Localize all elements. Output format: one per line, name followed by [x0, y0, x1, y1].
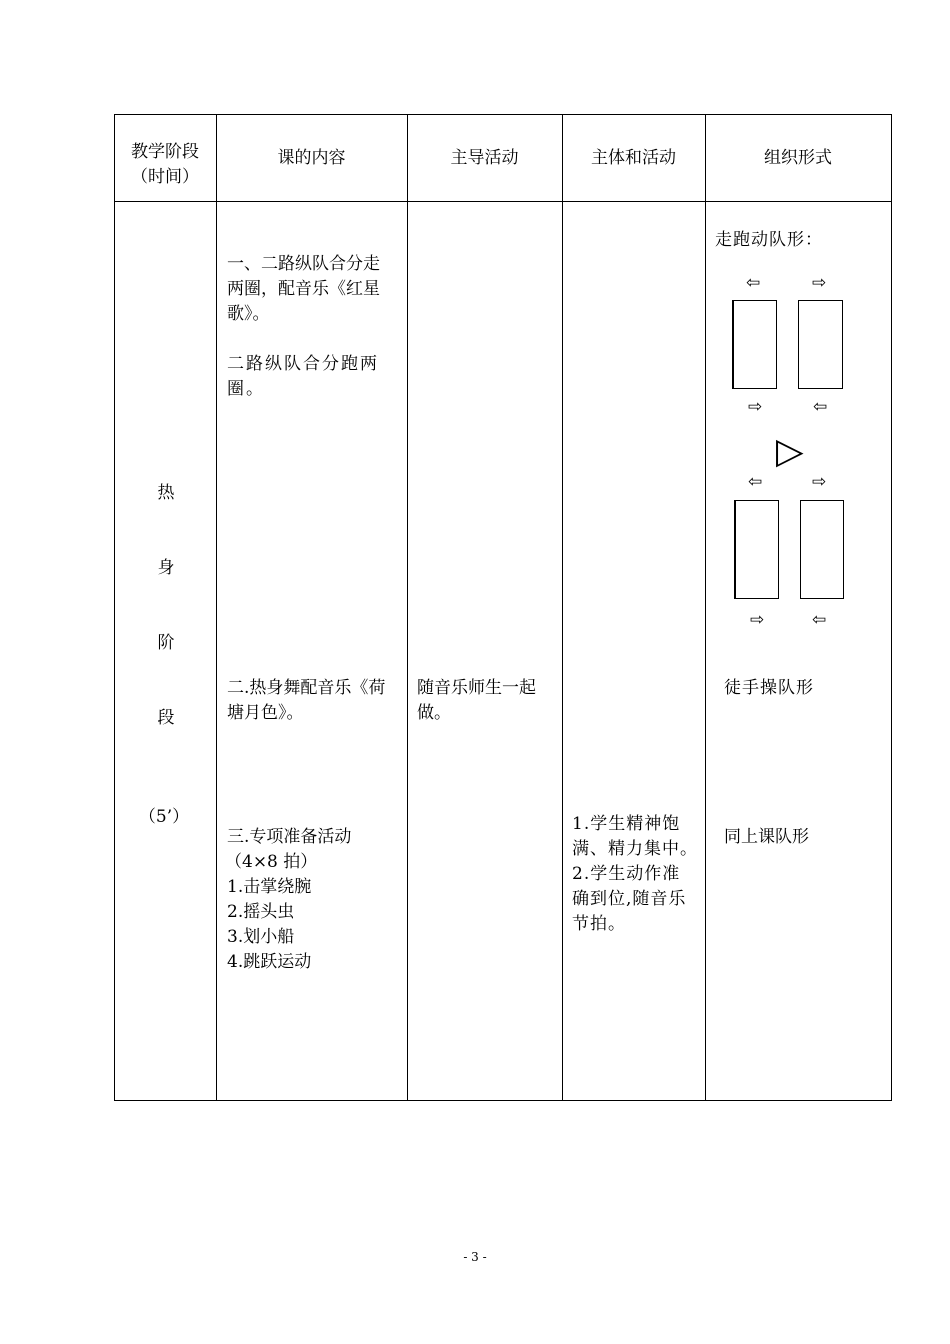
column-divider — [407, 114, 408, 1101]
content-item-3 — [227, 676, 405, 726]
header-stage-line2: （时间） — [131, 167, 199, 187]
freehand-formation-label: 徒手操队形 — [724, 678, 814, 698]
content-item-1 — [227, 252, 405, 327]
stage-char: 阶 — [157, 633, 175, 653]
header-stage-line1: 教学阶段 — [131, 142, 199, 162]
arrow-right-icon: ⇨ — [748, 397, 763, 417]
table-border-left — [114, 114, 115, 1101]
arrow-left-icon: ⇦ — [813, 397, 828, 417]
arrow-right-icon: ⇨ — [750, 610, 765, 630]
stage-char: 段 — [157, 708, 175, 728]
header-student: 主体和活动 — [591, 148, 676, 168]
formation-column-rect — [800, 500, 844, 599]
stage-char: 身 — [157, 558, 175, 578]
arrow-right-icon: ⇨ — [812, 472, 827, 492]
teacher-position-triangle-icon: ▷ — [776, 431, 804, 472]
content-item-4 — [227, 825, 405, 975]
header-teacher: 主导活动 — [450, 148, 519, 168]
content-item-1-line1: 一、二路纵队合分走 — [227, 254, 380, 274]
content-sub-item: 1.击掌绕腕 — [227, 877, 312, 897]
teacher-activity — [417, 676, 559, 726]
page-number: - 3 - — [463, 1250, 487, 1264]
student-activity-line1: 1.学生精神饱 — [572, 814, 681, 834]
content-sub-item: 2.摇头虫 — [227, 902, 295, 922]
formation-column-rect — [798, 300, 843, 389]
content-item-2-line1: 二路纵队合分跑两 — [227, 354, 379, 374]
teacher-activity-line1: 随音乐师生一起 — [417, 678, 536, 698]
arrow-left-icon: ⇦ — [812, 610, 827, 630]
student-activity-line2: 满、精力集中。 — [572, 839, 698, 859]
header-content: 课的内容 — [277, 148, 346, 168]
content-sub-item: 3.划小船 — [227, 927, 295, 947]
table-border-bottom — [114, 1100, 892, 1101]
same-formation-label: 同上课队形 — [724, 827, 809, 847]
formation-column-rect — [732, 300, 777, 389]
table-border-right — [891, 114, 892, 1101]
student-activity-line5: 节拍。 — [572, 914, 626, 934]
content-item-4-beats: （4×8 拍） — [225, 852, 318, 872]
table-border-top — [114, 114, 892, 115]
content-item-1-line2: 两圈，配音乐《红星 — [227, 279, 380, 299]
arrow-left-icon: ⇦ — [748, 472, 763, 492]
teacher-activity-line2: 做。 — [417, 703, 451, 723]
column-divider — [562, 114, 563, 1101]
column-divider — [216, 114, 217, 1101]
run-formation-title: 走跑动队形： — [715, 230, 823, 250]
header-divider — [114, 201, 892, 202]
formation-column-rect — [734, 500, 779, 599]
column-divider — [705, 114, 706, 1101]
header-organization: 组织形式 — [764, 148, 832, 168]
content-item-3-line1: 二.热身舞配音乐《荷 — [227, 678, 386, 698]
content-item-3-line2: 塘月色》。 — [227, 703, 304, 723]
arrow-right-icon: ⇨ — [812, 273, 827, 293]
content-sub-item: 4.跳跃运动 — [227, 952, 312, 972]
content-item-2 — [227, 352, 405, 402]
lesson-table — [114, 114, 892, 1101]
arrow-left-icon: ⇦ — [746, 273, 761, 293]
content-item-2-line2: 圈。 — [227, 379, 265, 399]
student-activity — [572, 812, 712, 937]
header-stage — [114, 140, 216, 190]
student-activity-line3: 2.学生动作准 — [572, 864, 681, 884]
stage-time: （5’） — [138, 807, 190, 827]
student-activity-line4: 确到位,随音乐 — [572, 889, 687, 909]
content-item-1-line3: 歌》。 — [227, 304, 270, 324]
content-item-4-title: 三.专项准备活动 — [227, 827, 352, 847]
stage-char: 热 — [157, 483, 175, 503]
